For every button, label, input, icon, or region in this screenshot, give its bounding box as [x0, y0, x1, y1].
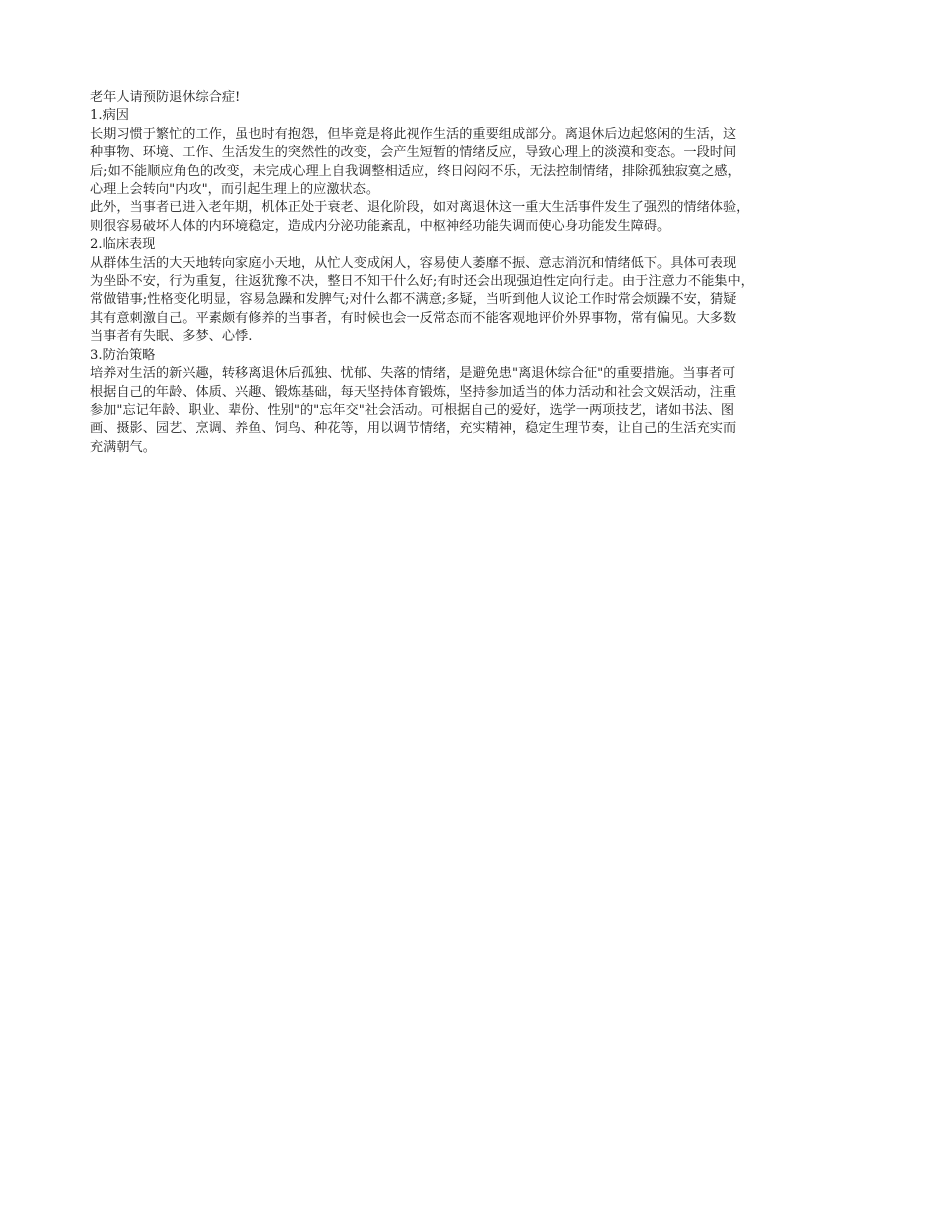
text-line: 为坐卧不安，行为重复，往返犹豫不决，整日不知干什么好;有时还会出现强迫性定向行走。由于注意力不能集中， [90, 274, 754, 290]
text-line: 则很容易破坏人体的内环境稳定，造成内分泌功能紊乱，中枢神经功能失调而使心身功能发生障碍。 [90, 218, 671, 234]
text-line: 长期习惯于繁忙的工作，虽也时有抱怨，但毕竟是将此视作生活的重要组成部分。离退休后边起悠闲的生活，这 [90, 126, 737, 142]
section-cause [90, 107, 865, 236]
paragraph [90, 126, 865, 200]
text-line: 根据自己的年龄、体质、兴趣、锻炼基础，每天坚持体育锻炼，坚持参加适当的体力活动和社会文娱活动，注重 [90, 384, 737, 400]
document-title: 老年人请预防退休综合症! [90, 90, 241, 105]
paragraph [90, 365, 865, 457]
paragraph [90, 255, 865, 347]
text-line: 心理上会转向"内攻"，而引起生理上的应激状态。 [90, 182, 380, 198]
text-line: 画、摄影、园艺、烹调、养鱼、饲鸟、种花等，用以调节情绪，充实精神，稳定生理节奏，让自己的生活充实而 [90, 421, 737, 437]
paragraph [90, 199, 865, 236]
section-heading: 3.防治策略 [90, 347, 156, 363]
text-line: 当事者有失眠、多梦、心悸. [90, 329, 253, 345]
text-line: 培养对生活的新兴趣，转移离退休后孤独、忧郁、失落的情绪，是避免患"离退休综合征"的重要措施。当事者可 [90, 366, 736, 382]
text-line: 此外，当事者已进入老年期，机体正处于衰老、退化阶段，如对离退休这一重大生活事件发生了强烈的情绪体验， [90, 200, 750, 216]
section-heading: 1.病因 [90, 108, 129, 124]
text-line: 其有意刺激自己。平素颇有修养的当事者，有时候也会一反常态而不能客观地评价外界事物，常有偏见。大多数 [90, 310, 737, 326]
text-line: 充满朝气。 [90, 439, 156, 455]
text-line: 后;如不能顺应角色的改变，未完成心理上自我调整相适应，终日闷闷不乐，无法控制情绪，排除孤独寂寞之感， [90, 163, 741, 179]
document-page [90, 89, 865, 457]
section-heading: 2.临床表现 [90, 237, 156, 253]
section-prevention [90, 347, 865, 457]
text-line: 从群体生活的大天地转向家庭小天地，从忙人变成闲人，容易使人萎靡不振、意志消沉和情绪低下。具体可表现 [90, 255, 737, 271]
section-symptoms [90, 236, 865, 346]
text-line: 参加"忘记年龄、职业、辈份、性别"的"忘年交"社会活动。可根据自己的爱好，选学一两项技艺，诸如书法、图 [90, 402, 735, 418]
text-line: 常做错事;性格变化明显，容易急躁和发脾气;对什么都不满意;多疑，当听到他人议论工作时常会烦躁不安，猜疑 [90, 292, 737, 308]
text-line: 种事物、环境、工作、生活发生的突然性的改变，会产生短暂的情绪反应，导致心理上的淡漠和变态。一段时间 [90, 145, 737, 161]
